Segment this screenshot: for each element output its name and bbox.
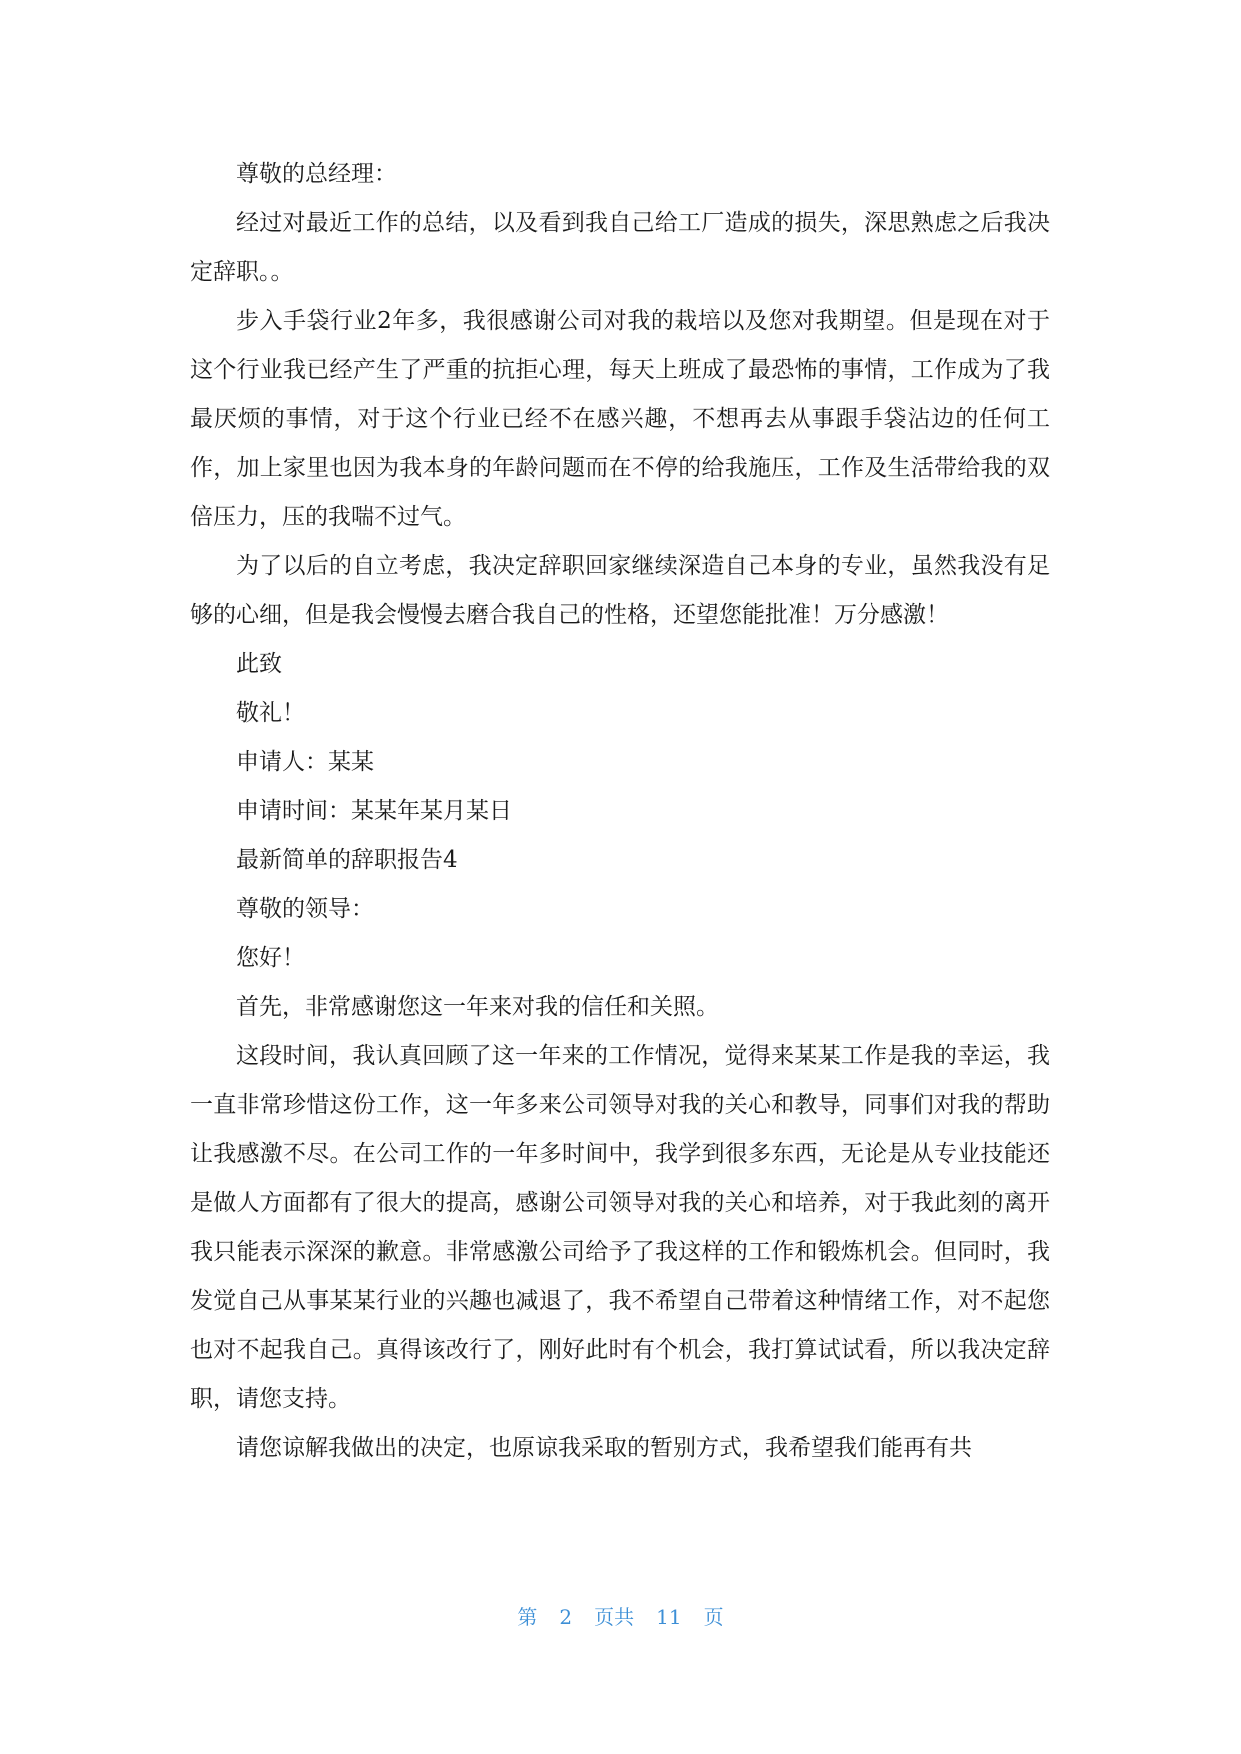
applicant-line: 申请人：某某 [236, 749, 374, 775]
date-line: 申请时间：某某年某月某日 [236, 798, 512, 824]
closing-line: 敬礼！ [236, 700, 305, 726]
paragraph: 步入手袋行业2年多，我很感谢公司对我的栽培以及您对我期望。但是现在对于这个行业我已经产生了严重的抗拒心理，每天上班成了最恐怖的事情，工作成为了我最厌烦的事情，对于这个行业已经不在感兴趣，不想再去从事跟手袋沾边的任何工作，加上家里也因为我本身的年龄问题而在不停的给我施压，工作及生活带给我的双倍压力，压的我喘不过气。 [190, 308, 1050, 530]
paragraph: 为了以后的自立考虑，我决定辞职回家继续深造自己本身的专业，虽然我没有足够的心细，但是我会慢慢去磨合我自己的性格，还望您能批准！万分感激！ [190, 553, 1050, 628]
document-body [190, 150, 1050, 1473]
paragraph: 经过对最近工作的总结，以及看到我自己给工厂造成的损失，深思熟虑之后我决定辞职。。 [190, 210, 1050, 285]
salutation: 尊敬的总经理： [236, 161, 397, 187]
footer-middle: 页共 [594, 1605, 635, 1629]
footer-total-pages: 11 [656, 1605, 682, 1629]
paragraph: 请您谅解我做出的决定，也原谅我采取的暂别方式，我希望我们能再有共 [236, 1435, 972, 1461]
footer-current-page: 2 [559, 1605, 573, 1629]
greeting: 您好！ [236, 945, 305, 971]
paragraph: 首先，非常感谢您这一年来对我的信任和关照。 [236, 994, 719, 1020]
section-title: 最新简单的辞职报告4 [236, 847, 458, 873]
salutation: 尊敬的领导： [236, 896, 374, 922]
page-footer [0, 1602, 1241, 1632]
footer-suffix: 页 [703, 1605, 724, 1629]
footer-prefix: 第 [517, 1605, 538, 1629]
paragraph: 这段时间，我认真回顾了这一年来的工作情况，觉得来某某工作是我的幸运，我一直非常珍惜这份工作，这一年多来公司领导对我的关心和教导，同事们对我的帮助让我感激不尽。在公司工作的一年多时间中，我学到很多东西，无论是从专业技能还是做人方面都有了很大的提高，感谢公司领导对我的关心和培养，对于我此刻的离开我只能表示深深的歉意。非常感激公司给予了我这样的工作和锻炼机会。但同时，我发觉自己从事某某行业的兴趣也减退了，我不希望自己带着这种情绪工作，对不起您也对不起我自己。真得该改行了，刚好此时有个机会，我打算试试看，所以我决定辞职，请您支持。 [190, 1043, 1050, 1412]
closing-line: 此致 [236, 651, 282, 677]
